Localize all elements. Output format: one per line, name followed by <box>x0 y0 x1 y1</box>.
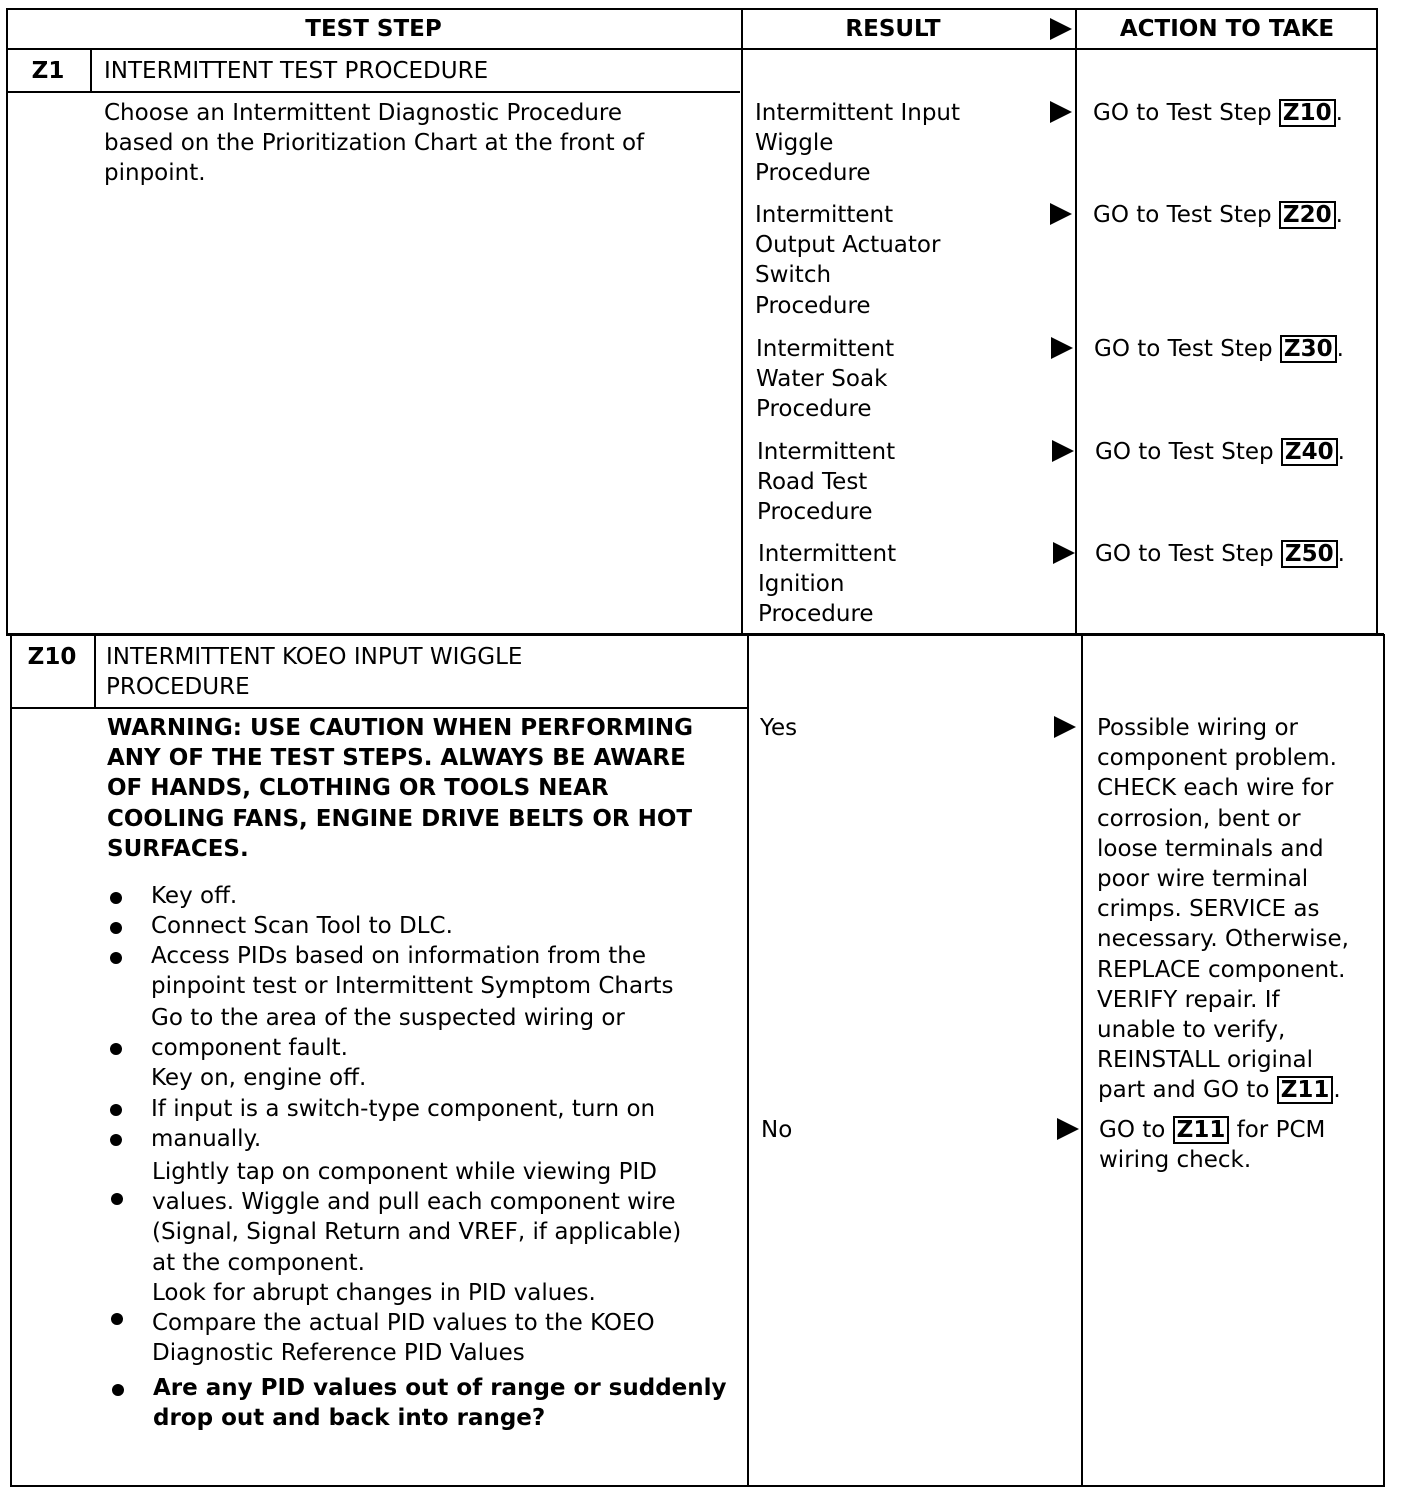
result-column-border-lower <box>747 634 749 1486</box>
z1-row4-arrow-icon <box>1052 440 1074 462</box>
z1-action-row-1 <box>1093 98 1373 128</box>
z1-id-divider <box>90 49 92 92</box>
z1-ref-z40[interactable]: Z40 <box>1281 438 1338 466</box>
z1-action-5-suffix: . <box>1337 541 1345 567</box>
z10-bullet-4: Go to the area of the suspected wiring or component fault. <box>151 1005 625 1062</box>
z10-step-title: INTERMITTENT KOEO INPUT WIGGLE PROCEDURE <box>106 644 523 701</box>
z1-ref-z30[interactable]: Z30 <box>1280 335 1337 363</box>
z10-step-id: Z10 <box>27 644 77 670</box>
action-column-border <box>1075 8 1077 636</box>
z10-bullet-7: Lightly tap on component while viewing PID values. Wiggle and pull each component wire (Signal, Signal Return and VREF, if applicable) at the component. <box>152 1159 682 1276</box>
z1-action-4-suffix: . <box>1337 439 1345 465</box>
z1-action-row-2 <box>1093 200 1373 230</box>
table-right-border <box>1376 8 1378 636</box>
header-bottom-border <box>6 48 1378 50</box>
z10-yes-action-suffix: . <box>1333 1077 1341 1103</box>
z1-row3-arrow-icon <box>1051 337 1073 359</box>
z1-result-water-soak: Intermittent Water Soak Procedure <box>756 336 895 423</box>
z1-title-bottom-border <box>6 91 740 93</box>
z10-bullet-8: Look for abrupt changes in PID values. <box>152 1280 596 1306</box>
bullet-icon <box>112 1384 124 1396</box>
bullet-icon <box>110 1104 122 1116</box>
bullet-icon <box>111 1313 123 1325</box>
table-top-border <box>6 8 1378 10</box>
z1-action-2-suffix: . <box>1335 202 1343 228</box>
z10-ref-z11-yes[interactable]: Z11 <box>1277 1076 1334 1104</box>
z10-yes-action-last-text: part and GO to <box>1098 1077 1277 1103</box>
bullet-icon <box>110 922 122 934</box>
z10-yes-arrow-icon <box>1054 716 1076 738</box>
z10-id-divider <box>94 636 96 708</box>
bullet-icon <box>110 952 122 964</box>
z10-warning: WARNING: USE CAUTION WHEN PERFORMING ANY OF THE TEST STEPS. ALWAYS BE AWARE OF HANDS, CLOTHING OR TOOLS NEAR COOLING FANS, ENGINE DRIVE BELTS OR HOT SURFACES. <box>107 715 694 862</box>
z1-action-3-text: GO to Test Step <box>1094 336 1280 362</box>
header-test-step: TEST STEP <box>305 16 442 42</box>
z10-bullet-9: Compare the actual PID values to the KOEO Diagnostic Reference PID Values <box>152 1310 655 1367</box>
z1-action-5-text: GO to Test Step <box>1095 541 1281 567</box>
z10-bullet-1: Key off. <box>151 883 238 909</box>
bullet-icon <box>110 892 122 904</box>
z1-row2-arrow-icon <box>1050 203 1072 225</box>
z1-result-road-test: Intermittent Road Test Procedure <box>757 439 896 526</box>
z1-row1-arrow-icon <box>1050 101 1072 123</box>
z10-bullet-3: Access PIDs based on information from the pinpoint test or Intermittent Symptom Charts <box>151 943 674 1000</box>
z10-bullet-2: Connect Scan Tool to DLC. <box>151 913 453 939</box>
z1-action-1-text: GO to Test Step <box>1093 100 1279 126</box>
table-left-border-lower <box>10 634 12 1486</box>
z10-bullet-10: Are any PID values out of range or suddenly drop out and back into range? <box>153 1375 727 1432</box>
z1-section-bottom-border <box>6 633 1384 636</box>
result-column-border <box>741 8 743 636</box>
z1-action-4-text: GO to Test Step <box>1095 439 1281 465</box>
z1-action-row-5 <box>1095 539 1375 569</box>
z10-ref-z11-no[interactable]: Z11 <box>1173 1116 1230 1144</box>
z1-result-input-wiggle: Intermittent Input Wiggle Procedure <box>755 100 961 187</box>
header-action-to-take: ACTION TO TAKE <box>1119 16 1335 42</box>
z1-ref-z50[interactable]: Z50 <box>1281 540 1338 568</box>
z1-action-3-suffix: . <box>1336 336 1344 362</box>
z10-no-action-mid: for PCM <box>1229 1117 1326 1143</box>
z10-no-action <box>1099 1115 1381 1145</box>
z10-yes-action-last-line <box>1098 1075 1380 1105</box>
z10-yes-action: Possible wiring or component problem. CHECK each wire for corrosion, bent or loose terminals and poor wire terminal crimps. SERVICE as necessary. Otherwise, REPLACE component. VERIFY repair. If unable to verify, REINSTALL original <box>1097 715 1349 1074</box>
z1-ref-z20[interactable]: Z20 <box>1279 201 1336 229</box>
table-left-border <box>6 8 8 636</box>
z1-action-row-4 <box>1095 437 1375 467</box>
z1-action-2-text: GO to Test Step <box>1093 202 1279 228</box>
header-arrow-icon <box>1050 18 1072 40</box>
z10-no-action-end: wiring check. <box>1099 1147 1252 1173</box>
z10-no-arrow-icon <box>1057 1118 1079 1140</box>
z1-ref-z10[interactable]: Z10 <box>1279 99 1336 127</box>
z1-action-row-3 <box>1094 334 1374 364</box>
z1-row5-arrow-icon <box>1053 542 1075 564</box>
action-column-border-lower <box>1081 634 1083 1486</box>
z1-result-output-actuator: Intermittent Output Actuator Switch Procedure <box>755 202 941 319</box>
z1-action-1-suffix: . <box>1335 100 1343 126</box>
z10-result-no: No <box>761 1117 793 1143</box>
z10-result-yes: Yes <box>760 715 798 741</box>
z1-step-body: Choose an Intermittent Diagnostic Procedure based on the Prioritization Chart at the front of pinpoint. <box>104 100 645 187</box>
bullet-icon <box>110 1043 122 1055</box>
header-result: RESULT <box>845 16 941 42</box>
z10-bullet-5: Key on, engine off. <box>151 1065 367 1091</box>
z10-no-action-text: GO to <box>1099 1117 1173 1143</box>
z1-step-title: INTERMITTENT TEST PROCEDURE <box>104 58 489 84</box>
bullet-icon <box>111 1193 123 1205</box>
bullet-icon <box>110 1134 122 1146</box>
z10-bullet-6: If input is a switch-type component, turn on manually. <box>151 1096 656 1153</box>
z10-title-bottom-border <box>10 707 747 709</box>
z1-step-id: Z1 <box>31 58 65 84</box>
table-bottom-border <box>10 1485 1385 1487</box>
table-right-border-lower <box>1383 634 1385 1486</box>
z1-result-ignition: Intermittent Ignition Procedure <box>758 541 897 628</box>
